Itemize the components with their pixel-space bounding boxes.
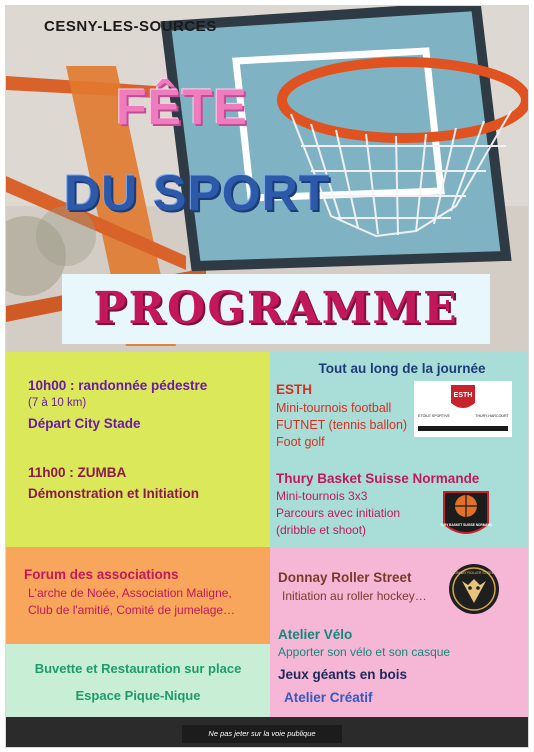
esth-logo-text: ESTH: [453, 392, 473, 399]
footer-notice: Ne pas jeter sur la voie publique: [182, 725, 342, 743]
poster: [5, 5, 529, 748]
town-name: CESNY-LES-SOURCES: [44, 18, 217, 35]
title-du-sport: DU SPORT: [64, 165, 331, 221]
food-line-2: Espace Pique-Nique: [75, 688, 201, 703]
food-line-1: Buvette et Restauration sur place: [34, 661, 242, 676]
esth-shield-icon: [414, 381, 512, 437]
roller-desc: Initiation au roller hockey…: [282, 589, 427, 603]
roller-title: Donnay Roller Street: [278, 570, 412, 585]
esth-logo-sub-left: ETOILE SPORTIVE: [418, 414, 450, 418]
esth-logo-sub-right: THURY-HARCOURT: [475, 414, 509, 418]
velo-title: Atelier Vélo: [278, 627, 353, 642]
walk-distance: (7 à 10 km): [28, 397, 87, 409]
forum-line-2: Club de l'amitié, Comité de jumelage…: [28, 603, 236, 617]
velo-desc: Apporter son vélo et son casque: [278, 645, 451, 659]
basketball-shield-icon: [440, 488, 492, 544]
esth-line-1: Mini-tournois football: [276, 401, 392, 415]
forum-title: Forum des associations: [24, 567, 179, 582]
creatif-title: Atelier Créatif: [284, 690, 373, 705]
esth-logo: [414, 381, 512, 437]
basket-logo: [440, 488, 492, 544]
zumba-title: 11h00 : ZUMBA: [28, 465, 127, 480]
zumba-desc: Démonstration et Initiation: [28, 486, 200, 501]
basket-line-2: Parcours avec initiation: [276, 506, 401, 520]
programme-title: PROGRAMME: [93, 283, 459, 334]
esth-name: ESTH: [276, 382, 313, 397]
basket-line-3: (dribble et shoot): [276, 523, 367, 537]
esth-line-2: FUTNET (tennis ballon): [276, 418, 408, 432]
roller-logo: [448, 563, 500, 615]
basket-name: Thury Basket Suisse Normande: [276, 471, 480, 486]
basket-logo-text: THURY BASKET SUISSE NORMANDE: [440, 523, 492, 527]
walk-title: 10h00 : randonnée pédestre: [28, 378, 208, 393]
jeux-title: Jeux géants en bois: [278, 667, 408, 682]
esth-line-3: Foot golf: [276, 435, 325, 449]
title-fete: FÊTE: [116, 79, 248, 135]
roller-logo-text: DONNAY ROLLER STREET: [451, 571, 497, 575]
tiger-badge-icon: [448, 563, 500, 615]
basket-line-1: Mini-tournois 3x3: [276, 489, 368, 503]
forum-line-1: L'arche de Noée, Association Maligne,: [28, 586, 232, 600]
food-panel: [6, 644, 270, 717]
walk-start: Départ City Stade: [28, 416, 141, 431]
all-day-heading: Tout au long de la journée: [318, 361, 486, 376]
